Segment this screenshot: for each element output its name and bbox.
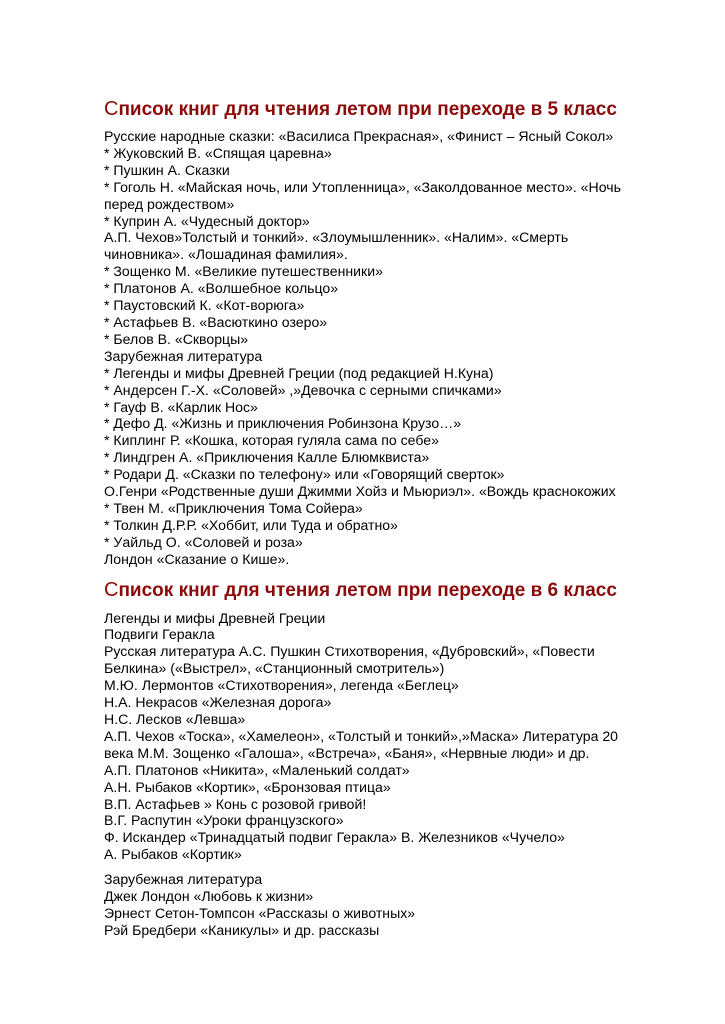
grade-6-heading xyxy=(104,577,694,604)
book-list-line: чиновника». «Лошадиная фамилия». xyxy=(104,246,348,263)
book-list-line: В.Г. Распутин «Уроки французского» xyxy=(104,812,344,829)
book-list-line: А.П. Платонов «Никита», «Маленький солдат» xyxy=(104,761,410,778)
book-list-line: М.Ю. Лермонтов «Стихотворения», легенда «Беглец» xyxy=(104,677,459,694)
grade-5-heading xyxy=(104,96,694,123)
book-list-line: века М.М. Зощенко «Галоша», «Встреча», «Баня», «Нервные люди» и др. xyxy=(104,744,590,761)
grade-5-book-list xyxy=(104,96,694,568)
grade-6-heading-text: писок книг для чтения летом при переходе в 6 класс xyxy=(118,579,617,601)
book-list-line: * Линдгрен А. «Приключения Калле Блюмквиста» xyxy=(104,449,430,466)
book-list-line: * Андерсен Г.-Х. «Соловей» ,»Девочка с серными спичками» xyxy=(104,381,502,398)
book-list-line: * Гоголь Н. «Майская ночь, или Утопленница», «Заколдованное место». «Ночь xyxy=(104,178,621,195)
book-list-line: * Гауф В. «Карлик Нос» xyxy=(104,398,258,415)
grade-5-heading-text: писок книг для чтения летом при переходе в 5 класс xyxy=(118,99,617,120)
book-list-line: * Уайльд О. «Соловей и роза» xyxy=(104,533,303,550)
book-list-line: * Белов В. «Скворцы» xyxy=(104,330,249,347)
book-list-line: Подвиги Геракла xyxy=(104,626,215,643)
book-list-line: А. Рыбаков «Кортик» xyxy=(104,846,242,863)
grade-6-foreign-lines xyxy=(104,871,694,939)
grade-5-heading-initial: С xyxy=(104,98,119,120)
book-list-line: А.П. Чехов «Тоска», «Хамелеон», «Толстый и тонкий»,»Маска» Литература 20 xyxy=(104,727,619,744)
grade-6-book-list xyxy=(104,577,694,939)
book-list-line: Рэй Бредбери «Каникулы» и др. рассказы xyxy=(104,921,380,938)
book-list-line: В.П. Астафьев » Конь с розовой гривой! xyxy=(104,795,367,812)
book-list-line: * Дефо Д. «Жизнь и приключения Робинзона Крузо…» xyxy=(104,415,462,432)
book-list-line: * Толкин Д.Р.Р. «Хоббит, или Туда и обратно» xyxy=(104,516,398,533)
book-list-line: * Куприн А. «Чудесный доктор» xyxy=(104,212,310,229)
book-list-line: Русские народные сказки: «Василиса Прекрасная», «Финист – Ясный Сокол» xyxy=(104,128,614,144)
book-list-line: Русская литература А.С. Пушкин Стихотворения, «Дубровский», «Повести xyxy=(104,643,595,660)
book-list-line: Эрнест Сетон-Томпсон «Рассказы о животных» xyxy=(104,904,416,921)
grade-6-heading-initial: С xyxy=(104,578,119,601)
document-page xyxy=(104,96,694,939)
book-list-line: * Родари Д. «Сказки по телефону» или «Говорящий сверток» xyxy=(104,466,505,483)
grade-5-lines xyxy=(104,128,694,568)
paragraph-gap xyxy=(104,863,694,871)
book-list-line: Зарубежная литература xyxy=(104,871,263,888)
book-list-line: Джек Лондон «Любовь к жизни» xyxy=(104,888,314,905)
book-list-line: * Пушкин А. Сказки xyxy=(104,161,230,178)
book-list-line: * Паустовский К. «Кот-ворюга» xyxy=(104,297,305,314)
book-list-line: * Зощенко М. «Великие путешественники» xyxy=(104,263,383,280)
book-list-line: Ф. Искандер «Тринадцатый подвиг Геракла» В. Железников «Чучело» xyxy=(104,829,565,846)
book-list-line: перед рождеством» xyxy=(104,195,235,212)
book-list-line: А.Н. Рыбаков «Кортик», «Бронзовая птица» xyxy=(104,778,391,795)
book-list-line: * Астафьев В. «Васюткино озеро» xyxy=(104,313,328,330)
book-list-line: * Платонов А. «Волшебное кольцо» xyxy=(104,280,339,297)
book-list-line: А.П. Чехов»Толстый и тонкий». «Злоумышленник». «Налим». «Смерть xyxy=(104,229,569,246)
book-list-line: Лондон «Сказание о Кише». xyxy=(104,550,290,567)
book-list-line: Белкина» («Выстрел», «Станционный смотритель») xyxy=(104,660,445,677)
book-list-line: Легенды и мифы Древней Греции xyxy=(104,609,326,626)
grade-6-lines xyxy=(104,610,694,864)
book-list-line: Н.А. Некрасов «Железная дорога» xyxy=(104,694,332,711)
book-list-line: * Киплинг Р. «Кошка, которая гуляла сама по себе» xyxy=(104,432,439,449)
book-list-line: * Жуковский В. «Спящая царевна» xyxy=(104,144,332,161)
book-list-line: Зарубежная литература xyxy=(104,347,263,364)
book-list-line: Н.С. Лесков «Левша» xyxy=(104,711,246,727)
book-list-line: О.Генри «Родственные души Джимми Хойз и Мьюриэл». «Вождь краснокожих xyxy=(104,483,616,500)
book-list-line: * Твен М. «Приключения Тома Сойера» xyxy=(104,499,363,516)
book-list-line: * Легенды и мифы Древней Греции (под редакцией Н.Куна) xyxy=(104,364,494,381)
